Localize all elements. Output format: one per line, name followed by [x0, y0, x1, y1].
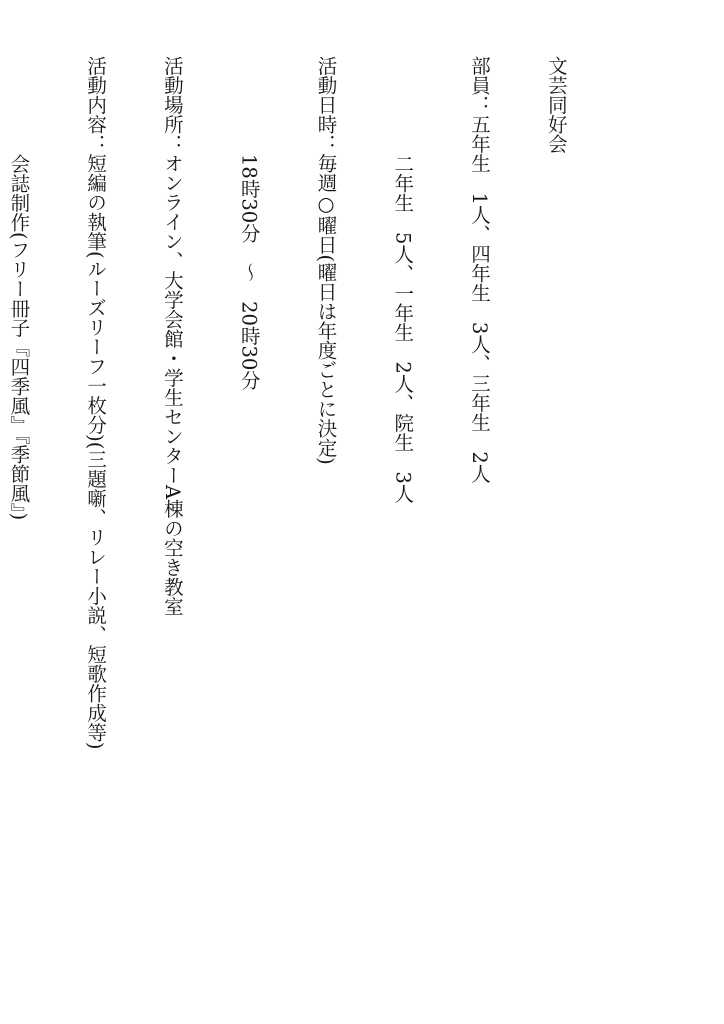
activity-content-line-1: 活動内容：短編の執筆(ルーズリーフ一枚分)(三題噺、リレー小説、短歌作成等): [84, 56, 108, 750]
activity-content-line-2: 会誌制作(フリー冊子『四季風』『季節風』): [7, 153, 31, 520]
vertical-text-block: [0, 56, 620, 956]
activity-days: 活動日時：毎週○曜日(曜日は年度ごとに決定): [314, 56, 338, 465]
members-line-2: 二年生 5人、一年生 2人、院生 3人: [391, 153, 415, 503]
activity-place: 活動場所：オンライン、大学会館・学生センターA棟の空き教室: [160, 56, 184, 617]
activity-hours: 18時30分 ～ 20時30分: [237, 153, 261, 390]
club-name: 文芸同好会: [544, 56, 568, 154]
members-line-1: 部員：五年生 1人、四年生 3人、三年生 2人: [468, 56, 492, 484]
